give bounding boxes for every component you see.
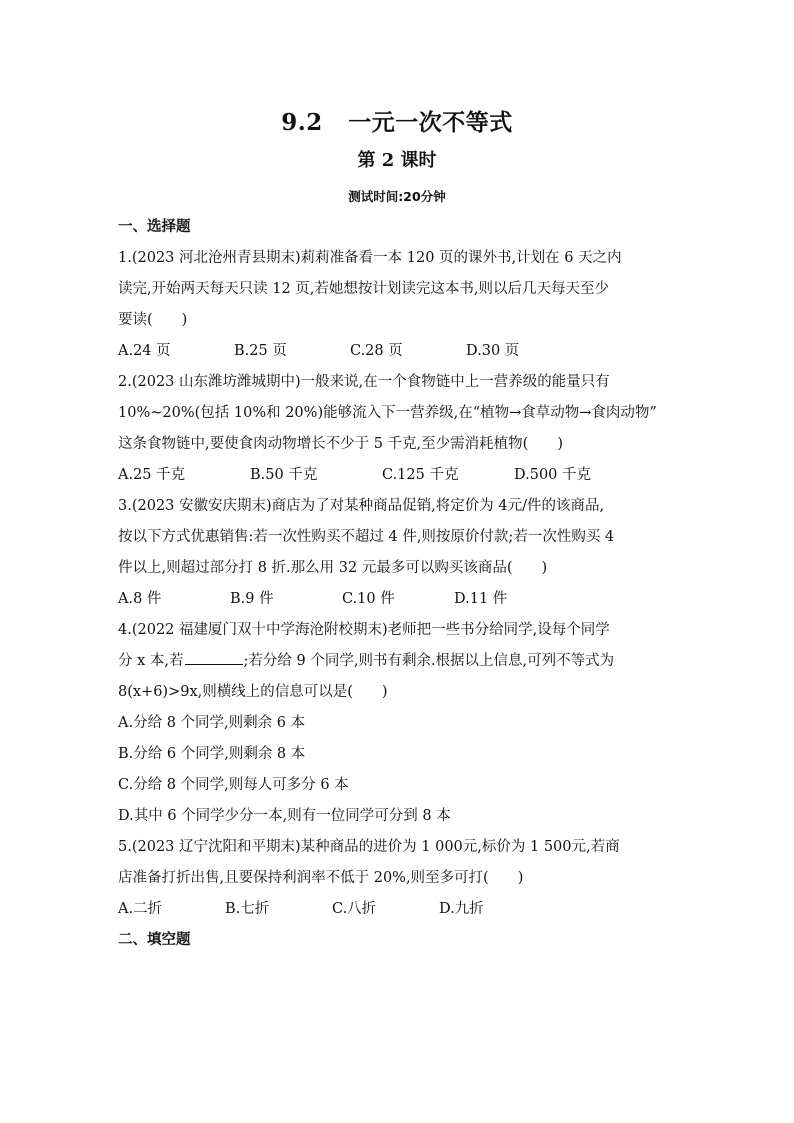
question-3-line-3: 件以上,则超过部分打 8 折.那么用 32 元最多可以购买该商品( ) [118, 560, 548, 576]
question-4-option-b: B.分给 6 个同学,则剩余 8 本 [118, 746, 306, 762]
question-2-line-2: 10%~20%(包括 10%和 20%)能够流入下一营养级,在“植物→食草动物→食肉动物” [118, 405, 657, 421]
question-4-line-3: 8(x+6)>9x,则横线上的信息可以是( ) [118, 684, 388, 700]
question-3-option-d: D.11 件 [454, 591, 508, 607]
question-1-option-a: A.24 页 [118, 343, 171, 359]
question-1 [118, 243, 683, 367]
question-4-line-2-start: 分 x 本,若 [118, 653, 184, 669]
question-3-line-2: 按以下方式优惠销售:若一次性购买不超过 4 件,则按原价付款;若一次性购买 4 [118, 529, 615, 545]
question-3-options [118, 584, 683, 615]
question-4-option-c: C.分给 8 个同学,则每人可多分 6 本 [118, 777, 349, 793]
question-5-line-2: 店准备打折出售,且要保持利润率不低于 20%,则至多可打( ) [118, 870, 524, 886]
question-4-line-1: 4.(2022 福建厦门双十中学海沧附校期末)老师把一些书分给同学,设每个同学 [118, 622, 610, 638]
question-5-line-1: 5.(2023 辽宁沈阳和平期末)某种商品的进价为 1 000元,标价为 1 500元,若商 [118, 839, 620, 855]
question-2-option-a: A.25 千克 [118, 467, 186, 483]
question-3-line-1: 3.(2023 安徽安庆期末)商店为了对某种商品促销,将定价为 4元/件的该商品, [118, 498, 605, 514]
question-5-option-b: B.七折 [225, 901, 270, 917]
question-2-line-1: 2.(2023 山东潍坊潍城期中)一般来说,在一个食物链中上一营养级的能量只有 [118, 374, 610, 390]
lesson-subtitle: 第 2 课时 [357, 150, 437, 171]
question-4-line-2-end: ;若分给 9 个同学,则书有剩余.根据以上信息,可列不等式为 [243, 653, 615, 669]
section-heading-choice: 一、选择题 [118, 219, 191, 235]
question-content [118, 212, 683, 956]
question-1-line-1: 1.(2023 河北沧州青县期末)莉莉准备看一本 120 页的课外书,计划在 6 天之内 [118, 250, 622, 266]
question-5-option-a: A.二折 [118, 901, 163, 917]
question-1-option-d: D.30 页 [466, 343, 520, 359]
question-2-options [118, 460, 683, 491]
question-1-options [118, 336, 683, 367]
question-3-option-a: A.8 件 [118, 591, 162, 607]
question-3-option-c: C.10 件 [342, 591, 395, 607]
question-1-option-c: C.28 页 [350, 343, 403, 359]
question-5 [118, 832, 683, 925]
question-5-option-d: D.九折 [439, 901, 484, 917]
question-4-line-2 [118, 646, 683, 677]
question-5-options [118, 894, 683, 925]
question-1-line-2: 读完,开始两天每天只读 12 页,若她想按计划读完这本书,则以后几天每天至少 [118, 281, 609, 297]
question-5-option-c: C.八折 [332, 901, 377, 917]
question-2-option-c: C.125 千克 [382, 467, 459, 483]
answer-blank[interactable] [185, 650, 243, 665]
question-1-line-3: 要读( ) [118, 312, 188, 328]
question-4 [118, 615, 683, 832]
question-4-option-d: D.其中 6 个同学少分一本,则有一位同学可分到 8 本 [118, 808, 451, 824]
question-2 [118, 367, 683, 491]
question-3-option-b: B.9 件 [230, 591, 274, 607]
question-4-option-a: A.分给 8 个同学,则剩余 6 本 [118, 715, 306, 731]
question-2-option-d: D.500 千克 [514, 467, 592, 483]
section-heading-fill: 二、填空题 [118, 932, 191, 948]
page-title: 9.2 一元一次不等式 [281, 109, 513, 136]
question-2-line-3: 这条食物链中,要使食肉动物增长不少于 5 千克,至少需消耗植物( ) [118, 436, 563, 452]
question-1-option-b: B.25 页 [234, 343, 287, 359]
question-3 [118, 491, 683, 615]
question-2-option-b: B.50 千克 [250, 467, 318, 483]
test-time: 测试时间:20分钟 [348, 189, 446, 204]
